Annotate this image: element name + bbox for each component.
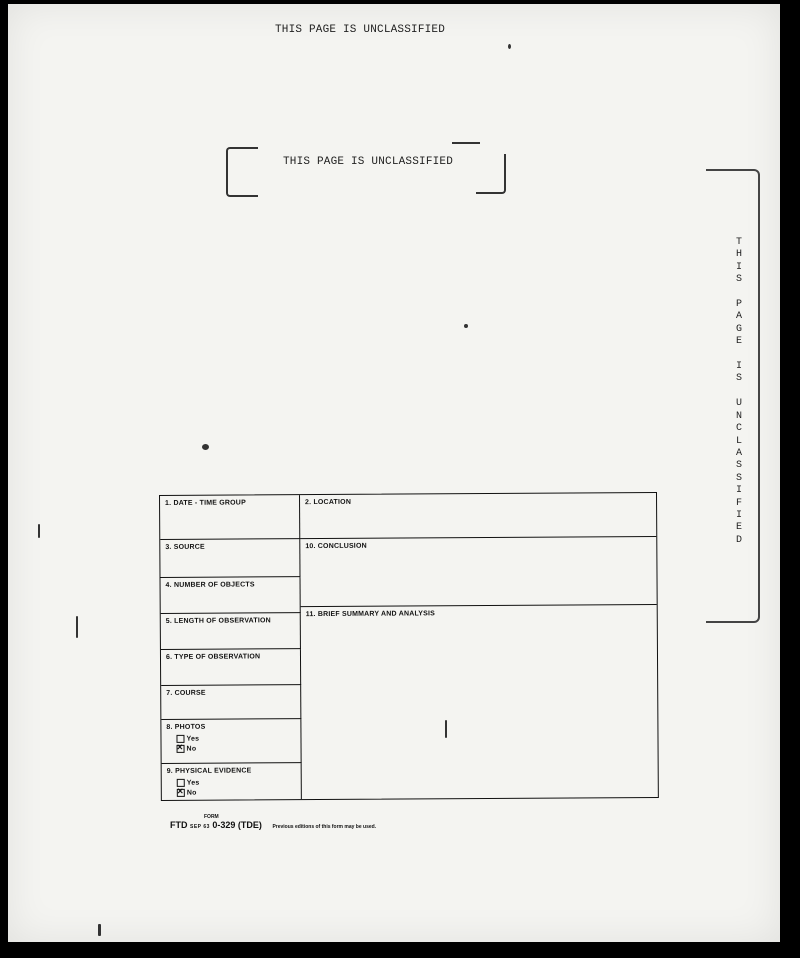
field-label: 11. BRIEF SUMMARY AND ANALYSIS — [305, 610, 436, 619]
vertical-stamp-letter: D — [735, 534, 742, 546]
vertical-stamp-letter: S — [735, 472, 742, 484]
document-page — [8, 4, 780, 942]
field-label: 6. TYPE OF OBSERVATION — [165, 653, 261, 661]
form-label: FORM — [204, 814, 219, 820]
vertical-stamp-letter: U — [735, 398, 742, 410]
vertical-stamp-letter: S — [735, 460, 742, 472]
vertical-stamp-letter: G — [735, 323, 742, 335]
checkbox-icon — [177, 779, 185, 787]
photos-yes-option — [176, 734, 300, 744]
project-card-form — [159, 492, 659, 801]
vertical-stamp-letter: E — [735, 522, 742, 534]
vertical-stamp-letter: C — [735, 423, 742, 435]
speck — [464, 324, 468, 328]
vertical-stamp-letter: A — [735, 447, 742, 459]
vertical-stamp-letter — [732, 386, 746, 398]
field-physical-evidence — [162, 763, 302, 800]
vertical-stamp-letter: E — [735, 336, 742, 348]
vertical-stamp-letter: T — [735, 237, 742, 248]
form-note: Previous editions of this form may be used. — [272, 824, 377, 830]
field-course — [161, 685, 301, 720]
speck — [38, 524, 40, 538]
form-date: SEP 63 — [190, 824, 210, 830]
classification-stamp-top: THIS PAGE IS UNCLASSIFIED — [275, 24, 446, 36]
field-label: 9. PHYSICAL EVIDENCE — [166, 767, 252, 775]
stamp-bracket-top — [452, 142, 480, 144]
speck — [508, 44, 511, 49]
field-label: 3. SOURCE — [165, 543, 205, 551]
evidence-no-option — [177, 788, 301, 798]
field-type-of-observation — [161, 649, 301, 686]
speck — [76, 616, 78, 638]
field-length-of-observation — [161, 613, 301, 650]
evidence-yes-option — [177, 778, 301, 788]
field-brief-summary — [301, 605, 658, 799]
classification-stamp-vertical — [732, 237, 746, 547]
vertical-stamp-letter: H — [735, 249, 742, 261]
field-label: 7. COURSE — [166, 689, 206, 697]
vertical-stamp-letter — [732, 349, 746, 361]
vertical-stamp-letter: N — [735, 410, 742, 422]
classification-stamp-middle: THIS PAGE IS UNCLASSIFIED — [283, 156, 454, 168]
field-date-time-group — [160, 495, 300, 540]
field-label: 1. DATE - TIME GROUP — [165, 499, 246, 507]
field-label: 4. NUMBER OF OBJECTS — [165, 581, 255, 589]
vertical-stamp-letter: I — [735, 361, 742, 373]
form-number: 0-329 (TDE) — [212, 820, 262, 830]
speck — [98, 924, 101, 936]
vertical-stamp-letter — [732, 287, 746, 299]
stamp-bracket-right — [476, 154, 506, 194]
form-code: FTD — [170, 820, 188, 830]
stamp-bracket-left — [226, 147, 258, 197]
vertical-stamp-letter: I — [735, 485, 742, 497]
field-label: 8. PHOTOS — [166, 723, 206, 731]
vertical-stamp-letter: P — [735, 299, 742, 311]
option-label: No — [186, 789, 197, 797]
option-label: Yes — [186, 779, 200, 787]
form-footer — [170, 820, 376, 830]
field-source — [160, 539, 300, 578]
speck — [202, 444, 209, 450]
checked-box-icon — [177, 745, 185, 753]
field-number-of-objects — [161, 577, 301, 614]
photos-no-option — [177, 744, 301, 754]
vertical-stamp-letter: S — [735, 274, 742, 286]
vertical-stamp-letter: I — [735, 261, 742, 273]
vertical-stamp-letter: F — [735, 497, 742, 509]
field-label: 2. LOCATION — [305, 498, 352, 507]
vertical-stamp-letter: S — [735, 373, 742, 385]
field-label: 5. LENGTH OF OBSERVATION — [165, 617, 271, 625]
vertical-stamp-letter: L — [735, 435, 742, 447]
checkbox-icon — [176, 735, 184, 743]
field-conclusion — [300, 537, 656, 607]
checked-box-icon — [177, 789, 185, 797]
field-photos — [161, 719, 301, 764]
field-label: 10. CONCLUSION — [305, 542, 367, 551]
field-location — [300, 493, 656, 539]
option-label: Yes — [186, 735, 200, 743]
vertical-stamp-letter: I — [735, 509, 742, 521]
vertical-stamp-letter: A — [735, 311, 742, 323]
option-label: No — [186, 745, 197, 753]
